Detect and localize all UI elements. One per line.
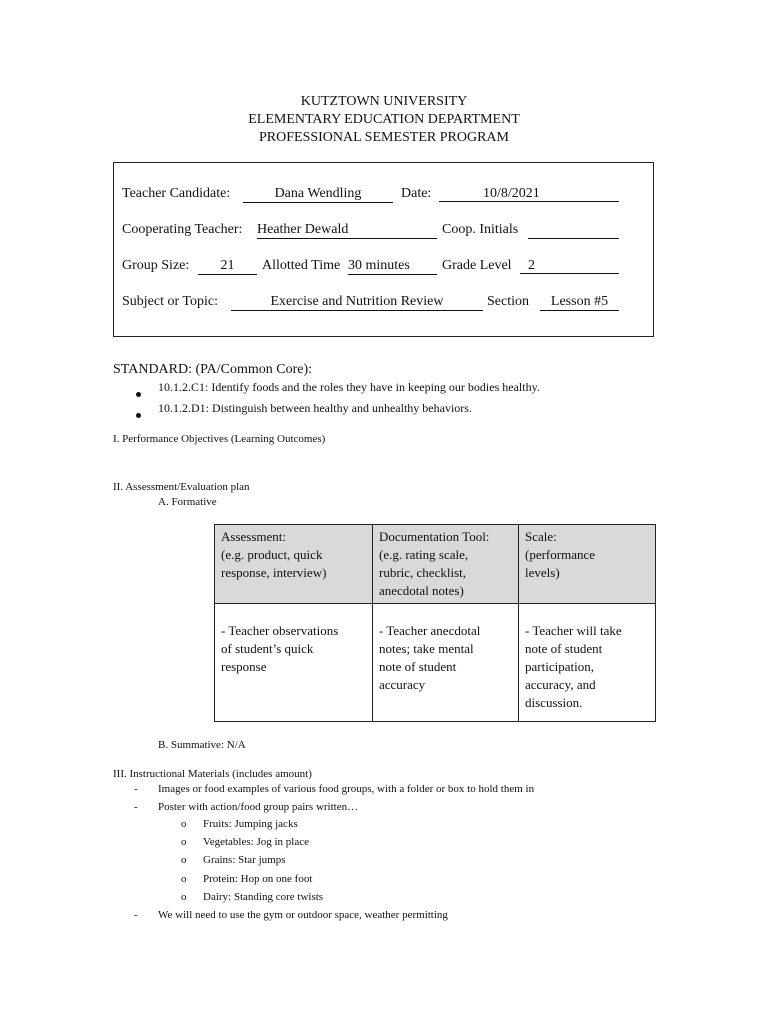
sub-bullet-marker: o [181, 836, 187, 848]
header-line: Documentation Tool: [379, 529, 490, 544]
header-line: Assessment: [221, 529, 286, 544]
standard-item: 10.1.2.D1: Distinguish between healthy and unhealthy behaviors. [158, 401, 472, 415]
header-assessment [215, 525, 373, 604]
header-line: rubric, checklist, [379, 565, 466, 580]
materials-item: We will need to use the gym or outdoor space, weather permitting [158, 909, 448, 921]
cell-line: note of student [379, 659, 457, 674]
cell-line: accuracy [379, 677, 426, 692]
cell-line: accuracy, and [525, 677, 596, 692]
section-value: Lesson #5 [540, 294, 619, 311]
materials-subitem: Dairy: Standing core twists [203, 891, 324, 903]
coop-initials-label: Coop. Initials [442, 222, 519, 237]
materials-item: Images or food examples of various food groups, with a folder or box to hold them in [158, 783, 535, 795]
materials-subitem: Fruits: Jumping jacks [203, 818, 298, 830]
assessment-table [214, 524, 656, 722]
cell-line: note of student [525, 641, 603, 656]
header-line: (performance [525, 547, 596, 562]
formative-heading: A. Formative [158, 496, 217, 508]
cell-documentation-tool [373, 604, 519, 722]
cell-assessment [215, 604, 373, 722]
group-size-value: 21 [198, 258, 257, 275]
sub-bullet-marker: o [181, 818, 187, 830]
cell-line: notes; take mental [379, 641, 474, 656]
standard-title: STANDARD: (PA/Common Core): [113, 362, 313, 377]
table-header-row [215, 525, 656, 604]
date-label: Date: [401, 186, 432, 201]
header-line: levels) [525, 565, 560, 580]
materials-subitem: Grains: Star jumps [203, 854, 286, 866]
allotted-time-label: Allotted Time [262, 258, 341, 273]
header-documentation-tool [373, 525, 519, 604]
header-line: anecdotal notes) [379, 583, 464, 598]
program-name: PROFESSIONAL SEMESTER PROGRAM [259, 130, 509, 145]
teacher-candidate-value: Dana Wendling [243, 186, 393, 203]
assessment-plan-heading: II. Assessment/Evaluation plan [113, 481, 250, 493]
cell-line: - Teacher anecdotal [379, 623, 481, 638]
coop-initials-value [528, 222, 619, 239]
cell-line: participation, [525, 659, 594, 674]
cooperating-teacher-label: Cooperating Teacher: [122, 222, 243, 237]
group-size-label: Group Size: [122, 258, 190, 273]
cell-line: response [221, 659, 267, 674]
materials-subitem: Protein: Hop on one foot [203, 873, 313, 885]
header-line: Scale: [525, 529, 557, 544]
bullet-icon [136, 384, 141, 402]
grade-level-value: 2 [520, 258, 619, 274]
teacher-candidate-label: Teacher Candidate: [122, 186, 231, 201]
dash-marker: - [134, 783, 138, 795]
allotted-time-value: 30 minutes [348, 258, 437, 275]
cell-line: - Teacher will take [525, 623, 622, 638]
subject-label: Subject or Topic: [122, 294, 218, 309]
section-label: Section [487, 294, 529, 309]
materials-item: Poster with action/food group pairs written… [158, 801, 359, 813]
header-line: (e.g. product, quick [221, 547, 323, 562]
date-value: 10/8/2021 [439, 186, 619, 202]
table-row [215, 604, 656, 722]
sub-bullet-marker: o [181, 891, 187, 903]
dash-marker: - [134, 801, 138, 813]
grade-level-label: Grade Level [442, 258, 512, 273]
header-line: response, interview) [221, 565, 327, 580]
instructional-materials-heading: III. Instructional Materials (includes amount) [113, 768, 312, 780]
university-name: KUTZTOWN UNIVERSITY [300, 94, 468, 109]
header-scale [519, 525, 656, 604]
department-name: ELEMENTARY EDUCATION DEPARTMENT [248, 112, 520, 127]
bullet-icon [136, 405, 141, 423]
sub-bullet-marker: o [181, 854, 187, 866]
cell-line: of student’s quick [221, 641, 314, 656]
cell-scale [519, 604, 656, 722]
summative-heading: B. Summative: N/A [158, 739, 246, 751]
subject-value: Exercise and Nutrition Review [231, 294, 483, 311]
performance-objectives-heading: I. Performance Objectives (Learning Outcomes) [113, 433, 326, 445]
standard-item: 10.1.2.C1: Identify foods and the roles they have in keeping our bodies healthy. [158, 380, 540, 394]
cell-line: discussion. [525, 695, 583, 710]
dash-marker: - [134, 909, 138, 921]
sub-bullet-marker: o [181, 873, 187, 885]
header-line: (e.g. rating scale, [379, 547, 469, 562]
cell-line: - Teacher observations [221, 623, 339, 638]
cooperating-teacher-value: Heather Dewald [257, 222, 437, 239]
materials-subitem: Vegetables: Jog in place [203, 836, 309, 848]
